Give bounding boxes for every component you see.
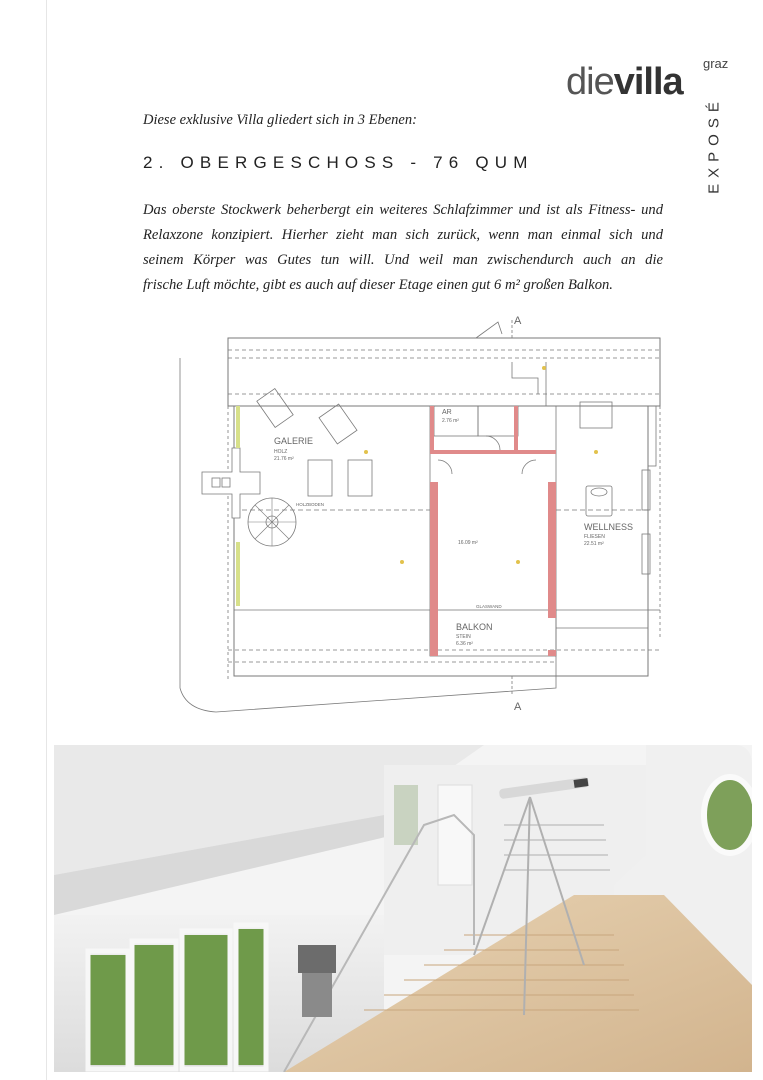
body-line: Relaxzone konzipiert. Hierher zieht man sich zurück, wenn man einmal sich und: [143, 227, 663, 243]
logo-superscript: graz: [703, 56, 729, 71]
interior-photo: [54, 745, 752, 1072]
room-label-ar: AR: [442, 409, 452, 416]
page-margin-rule: [46, 0, 47, 1080]
room-label-balkon: BALKON: [456, 622, 493, 632]
side-label-text: EXPOSÉ: [705, 96, 723, 194]
floor-label-holzboden: HOLZBODEN: [296, 502, 325, 507]
intro-text: Diese exklusive Villa gliedert sich in 3 Ebenen:: [143, 112, 417, 128]
section-marker-top: A: [514, 315, 522, 327]
body-paragraph: [143, 198, 663, 298]
room-sub-ar-area: 2.76 m²: [442, 418, 459, 424]
room-sub-wellness-material: FLIESEN: [584, 534, 605, 540]
room-sub-wellness-area: 22.51 m²: [584, 541, 604, 547]
body-line: Das oberste Stockwerk beherbergt ein weiteres Schlafzimmer und ist als Fitness- und: [143, 202, 663, 218]
page-heading: 2. OBERGESCHOSS - 76 QUM: [143, 153, 534, 172]
logo-wordmark: [566, 62, 683, 102]
body-line: frische Luft möchte, gibt es auch auf dieser Etage einen gut 6 m² großen Balkon.: [143, 277, 613, 293]
wall-label-glaswand: GLASWAND: [476, 604, 502, 609]
room-label-galerie: GALERIE: [274, 436, 314, 446]
room-label-wellness: WELLNESS: [584, 522, 634, 532]
body-line: seinem Körper was Gutes tun will. Und weil man zwischendurch auch an die: [143, 252, 663, 268]
room-area-center: 16.09 m²: [458, 540, 478, 546]
room-sub-galerie-material: HOLZ: [274, 449, 288, 455]
logo-prefix: die: [566, 61, 614, 103]
floor-plan: [176, 310, 688, 720]
section-marker-bottom: A: [514, 701, 522, 713]
logo-name: villa: [613, 61, 683, 103]
side-label: [702, 90, 726, 200]
room-sub-galerie-area: 21.76 m²: [274, 456, 294, 462]
room-sub-balkon-area: 6.36 m²: [456, 641, 473, 647]
room-sub-balkon-material: STEIN: [456, 634, 471, 640]
